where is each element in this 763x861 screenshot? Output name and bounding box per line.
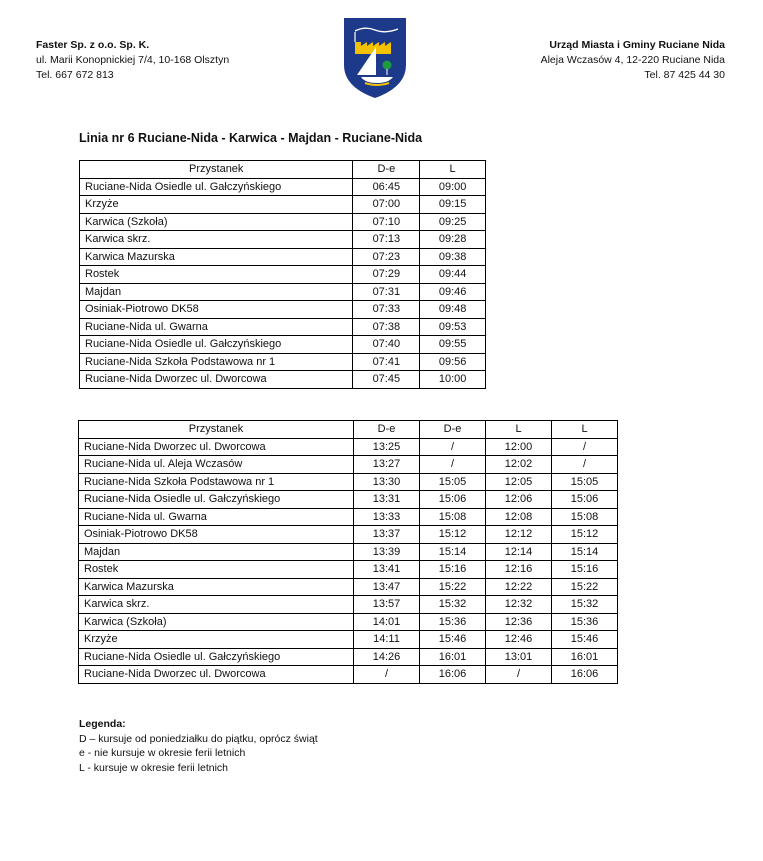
legend-title: Legenda:	[79, 718, 126, 730]
operator-address: ul. Marii Konopnickiej 7/4, 10-168 Olsztyn	[36, 54, 230, 66]
departure-time: 15:32	[420, 596, 486, 614]
stop-name: Majdan	[80, 283, 353, 301]
table-row	[80, 318, 486, 336]
table-header-row	[79, 421, 618, 439]
legend-item: D – kursuje od poniedziałku do piątku, oprócz świąt	[79, 732, 318, 745]
table-row	[79, 578, 618, 596]
stop-name: Krzyże	[79, 631, 354, 649]
operator-info	[36, 38, 229, 83]
table-row	[79, 456, 618, 474]
departure-time: 15:16	[420, 561, 486, 579]
column-header: L	[420, 161, 486, 179]
departure-time: 07:00	[353, 196, 420, 214]
departure-time: 07:23	[353, 248, 420, 266]
departure-time: 15:08	[420, 508, 486, 526]
table-row	[79, 491, 618, 509]
departure-time: 07:31	[353, 283, 420, 301]
table-row	[80, 283, 486, 301]
departure-time: 16:01	[420, 648, 486, 666]
departure-time: 15:22	[552, 578, 618, 596]
operator-phone: Tel. 667 672 813	[36, 69, 114, 81]
departure-time: 15:46	[552, 631, 618, 649]
column-header: D-e	[354, 421, 420, 439]
departure-time: 12:02	[486, 456, 552, 474]
timetable-afternoon	[78, 420, 618, 684]
office-address: Aleja Wczasów 4, 12-220 Ruciane Nida	[540, 54, 725, 66]
departure-time: 15:05	[552, 473, 618, 491]
departure-time: 09:56	[420, 353, 486, 371]
departure-time: 09:46	[420, 283, 486, 301]
departure-time: 12:32	[486, 596, 552, 614]
departure-time: 12:46	[486, 631, 552, 649]
stop-name: Ruciane-Nida Dworzec ul. Dworcowa	[79, 666, 354, 684]
departure-time: 16:06	[420, 666, 486, 684]
operator-name: Faster Sp. z o.o. Sp. K.	[36, 39, 150, 51]
departure-time: 15:06	[420, 491, 486, 509]
coat-of-arms-icon	[343, 17, 407, 99]
stop-name: Karwica Mazurska	[80, 248, 353, 266]
stop-name: Rostek	[80, 266, 353, 284]
table-row	[79, 631, 618, 649]
departure-time: 12:12	[486, 526, 552, 544]
departure-time: /	[552, 438, 618, 456]
column-header: L	[486, 421, 552, 439]
departure-time: 12:00	[486, 438, 552, 456]
stop-name: Karwica skrz.	[80, 231, 353, 249]
departure-time: 15:32	[552, 596, 618, 614]
table-row	[80, 248, 486, 266]
departure-time: 15:08	[552, 508, 618, 526]
departure-time: 09:53	[420, 318, 486, 336]
departure-time: 15:12	[420, 526, 486, 544]
departure-time: 09:38	[420, 248, 486, 266]
table-row	[80, 371, 486, 389]
stop-name: Ruciane-Nida ul. Gwarna	[80, 318, 353, 336]
departure-time: 15:36	[420, 613, 486, 631]
departure-time: 13:33	[354, 508, 420, 526]
office-info	[541, 38, 725, 83]
stop-name: Karwica Mazurska	[79, 578, 354, 596]
departure-time: 09:48	[420, 301, 486, 319]
departure-time: 12:16	[486, 561, 552, 579]
departure-time: 06:45	[353, 178, 420, 196]
stop-name: Ruciane-Nida ul. Gwarna	[79, 508, 354, 526]
departure-time: /	[420, 456, 486, 474]
table-row	[79, 596, 618, 614]
departure-time: 13:39	[354, 543, 420, 561]
departure-time: /	[420, 438, 486, 456]
departure-time: 16:06	[552, 666, 618, 684]
table-row	[79, 473, 618, 491]
departure-time: /	[354, 666, 420, 684]
column-header: L	[552, 421, 618, 439]
departure-time: 10:00	[420, 371, 486, 389]
departure-time: 14:11	[354, 631, 420, 649]
departure-time: 07:13	[353, 231, 420, 249]
stop-name: Ruciane-Nida Dworzec ul. Dworcowa	[80, 371, 353, 389]
stop-name: Karwica (Szkoła)	[80, 213, 353, 231]
table-row	[80, 178, 486, 196]
departure-time: /	[552, 456, 618, 474]
departure-time: 14:01	[354, 613, 420, 631]
stop-name: Krzyże	[80, 196, 353, 214]
stop-name: Majdan	[79, 543, 354, 561]
column-header: D-e	[420, 421, 486, 439]
departure-time: 07:40	[353, 336, 420, 354]
departure-time: 13:27	[354, 456, 420, 474]
departure-time: 13:01	[486, 648, 552, 666]
stop-name: Ruciane-Nida Szkoła Podstawowa nr 1	[79, 473, 354, 491]
table-row	[80, 231, 486, 249]
departure-time: 07:41	[353, 353, 420, 371]
table-row	[79, 561, 618, 579]
stop-name: Rostek	[79, 561, 354, 579]
departure-time: 15:14	[552, 543, 618, 561]
departure-time: 12:08	[486, 508, 552, 526]
departure-time: 15:05	[420, 473, 486, 491]
departure-time: 15:12	[552, 526, 618, 544]
departure-time: 14:26	[354, 648, 420, 666]
departure-time: 09:15	[420, 196, 486, 214]
departure-time: 09:55	[420, 336, 486, 354]
table-row	[80, 196, 486, 214]
departure-time: 15:16	[552, 561, 618, 579]
table-row	[79, 666, 618, 684]
timetable-morning	[79, 160, 486, 389]
stop-name: Ruciane-Nida Osiedle ul. Gałczyńskiego	[79, 648, 354, 666]
page-title: Linia nr 6 Ruciane-Nida - Karwica - Majdan - Ruciane-Nida	[79, 131, 423, 145]
departure-time: 15:22	[420, 578, 486, 596]
column-header: Przystanek	[79, 421, 354, 439]
stop-name: Osiniak-Piotrowo DK58	[80, 301, 353, 319]
table-row	[80, 266, 486, 284]
table-row	[79, 438, 618, 456]
departure-time: 07:29	[353, 266, 420, 284]
table-row	[79, 526, 618, 544]
column-header: D-e	[353, 161, 420, 179]
table-row	[79, 543, 618, 561]
departure-time: 13:57	[354, 596, 420, 614]
departure-time: 07:10	[353, 213, 420, 231]
stop-name: Ruciane-Nida Osiedle ul. Gałczyńskiego	[80, 178, 353, 196]
stop-name: Ruciane-Nida ul. Aleja Wczasów	[79, 456, 354, 474]
departure-time: 15:14	[420, 543, 486, 561]
legend-item: L - kursuje w okresie ferii letnich	[79, 761, 228, 774]
departure-time: 15:06	[552, 491, 618, 509]
legend	[79, 717, 318, 775]
stop-name: Osiniak-Piotrowo DK58	[79, 526, 354, 544]
departure-time: 07:38	[353, 318, 420, 336]
table-row	[79, 648, 618, 666]
table-row	[79, 508, 618, 526]
table-row	[80, 336, 486, 354]
departure-time: 15:36	[552, 613, 618, 631]
departure-time: 13:41	[354, 561, 420, 579]
table-row	[80, 353, 486, 371]
stop-name: Karwica (Szkoła)	[79, 613, 354, 631]
departure-time: 12:22	[486, 578, 552, 596]
departure-time: 12:36	[486, 613, 552, 631]
departure-time: 12:14	[486, 543, 552, 561]
office-phone: Tel. 87 425 44 30	[644, 69, 725, 81]
departure-time: 15:46	[420, 631, 486, 649]
stop-name: Ruciane-Nida Osiedle ul. Gałczyńskiego	[79, 491, 354, 509]
departure-time: 09:44	[420, 266, 486, 284]
stop-name: Ruciane-Nida Osiedle ul. Gałczyńskiego	[80, 336, 353, 354]
departure-time: 16:01	[552, 648, 618, 666]
departure-time: 13:37	[354, 526, 420, 544]
departure-time: 13:25	[354, 438, 420, 456]
departure-time: 09:28	[420, 231, 486, 249]
departure-time: 07:45	[353, 371, 420, 389]
office-name: Urząd Miasta i Gminy Ruciane Nida	[549, 39, 725, 51]
stop-name: Ruciane-Nida Szkoła Podstawowa nr 1	[80, 353, 353, 371]
departure-time: 13:31	[354, 491, 420, 509]
departure-time: 13:47	[354, 578, 420, 596]
table-row	[79, 613, 618, 631]
column-header: Przystanek	[80, 161, 353, 179]
departure-time: 12:05	[486, 473, 552, 491]
stop-name: Ruciane-Nida Dworzec ul. Dworcowa	[79, 438, 354, 456]
departure-time: 09:00	[420, 178, 486, 196]
departure-time: 12:06	[486, 491, 552, 509]
table-header-row	[80, 161, 486, 179]
departure-time: /	[486, 666, 552, 684]
table-row	[80, 301, 486, 319]
table-row	[80, 213, 486, 231]
stop-name: Karwica skrz.	[79, 596, 354, 614]
departure-time: 13:30	[354, 473, 420, 491]
legend-item: e - nie kursuje w okresie ferii letnich	[79, 747, 246, 759]
departure-time: 07:33	[353, 301, 420, 319]
departure-time: 09:25	[420, 213, 486, 231]
